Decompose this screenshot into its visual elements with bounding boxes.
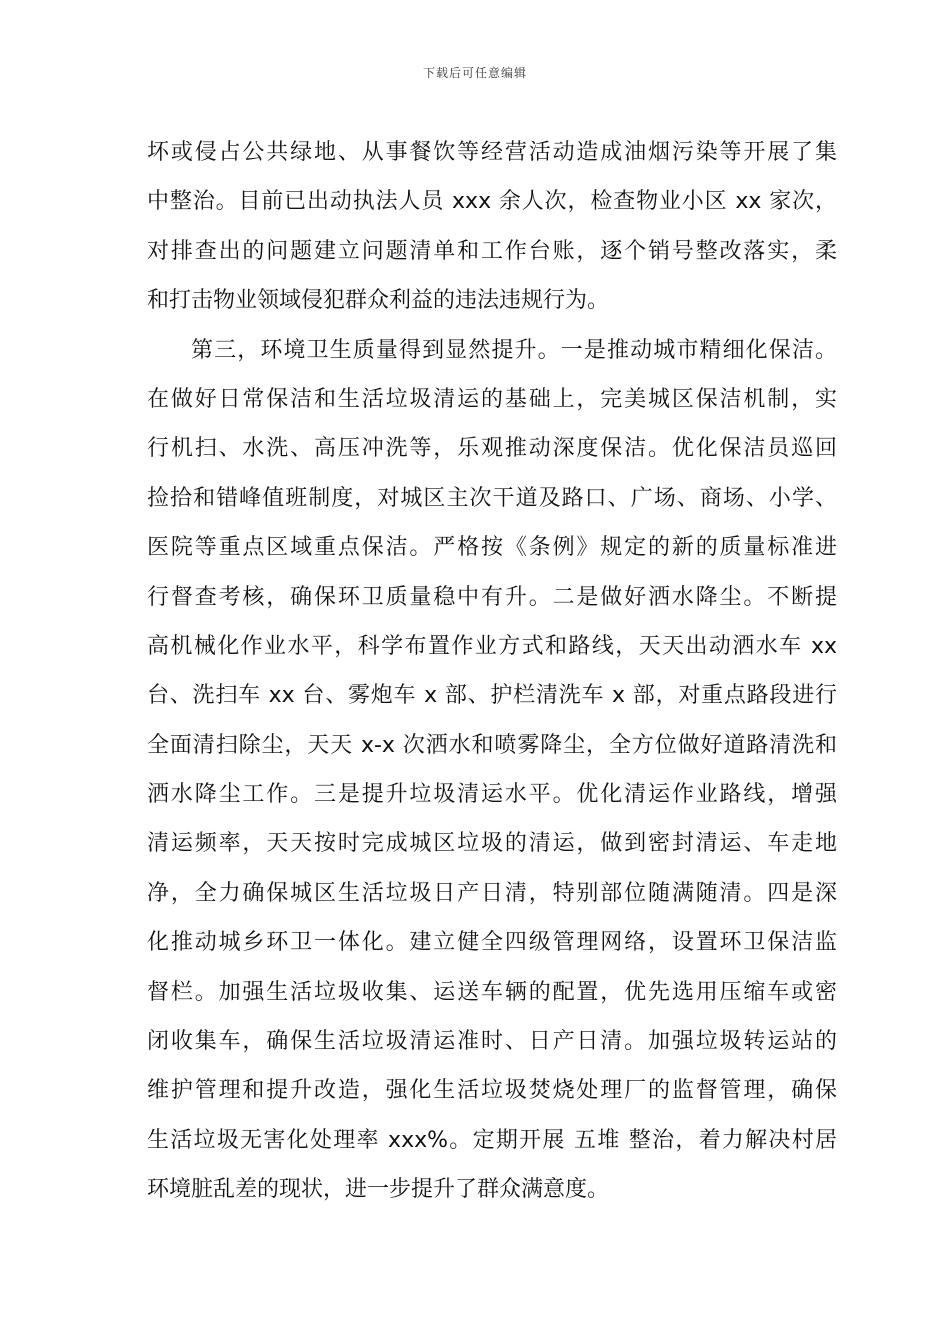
- text-line: 台、洗扫车 xx 台、雾炮车 x 部、护栏清洗车 x 部，对重点路段进行: [147, 683, 837, 709]
- text-line: 化推动城乡环卫一体化。建立健全四级管理网络，设置环卫保洁监: [147, 930, 837, 956]
- text-line: 对排查出的问题建立问题清单和工作台账，逐个销号整改落实，柔: [147, 238, 837, 264]
- text-line: 在做好日常保洁和生活垃圾清运的基础上，完美城区保洁机制，实: [147, 386, 837, 412]
- text-line: 维护管理和提升改造，强化生活垃圾焚烧处理厂的监督管理，确保: [147, 1078, 837, 1104]
- text-line: 坏或侵占公共绿地、从事餐饮等经营活动造成油烟污染等开展了集: [147, 140, 837, 165]
- text-line: 督栏。加强生活垃圾收集、运送车辆的配置，优先选用压缩车或密: [147, 979, 837, 1005]
- text-line: 全面清扫除尘，天天 x-x 次洒水和喷雾降尘，全方位做好道路清洗和: [147, 732, 837, 758]
- text-line: 洒水降尘工作。三是提升垃圾清运水平。优化清运作业路线，增强: [147, 782, 837, 808]
- text-line: 净，全力确保城区生活垃圾日产日清，特别部位随满随清。四是深: [147, 880, 837, 906]
- page-header: 下载后可任意编辑: [422, 66, 527, 80]
- text-line: 中整治。目前已出动执法人员 xxx 余人次，检查物业小区 xx 家次，: [147, 189, 837, 215]
- text-line: 闭收集车，确保生活垃圾清运准时、日产日清。加强垃圾转运站的: [147, 1029, 837, 1055]
- document-body: [147, 128, 837, 1215]
- paragraph-start-line: 第三，环境卫生质量得到显然提升。一是推动城市精细化保洁。: [191, 337, 837, 363]
- text-line: 环境脏乱差的现状，进一步提升了群众满意度。: [147, 1177, 610, 1203]
- text-line: 生活垃圾无害化处理率 xxx%。定期开展 五堆 整治，着力解决村居: [147, 1127, 837, 1153]
- text-line: 行督查考核，确保环卫质量稳中有升。二是做好洒水降尘。不断提: [147, 584, 837, 610]
- text-line: 医院等重点区域重点保洁。严格按《条例》规定的新的质量标准进: [147, 535, 837, 561]
- text-line: 高机械化作业水平，科学布置作业方式和路线，天天出动洒水车 xx: [147, 633, 837, 659]
- text-line: 清运频率，天天按时完成城区垃圾的清运，做到密封清运、车走地: [147, 831, 837, 857]
- text-line: 和打击物业领域侵犯群众利益的违法违规行为。: [147, 288, 610, 314]
- text-line: 捡拾和错峰值班制度，对城区主次干道及路口、广场、商场、小学、: [147, 485, 837, 511]
- text-line: 行机扫、水洗、高压冲洗等，乐观推动深度保洁。优化保洁员巡回: [147, 436, 837, 462]
